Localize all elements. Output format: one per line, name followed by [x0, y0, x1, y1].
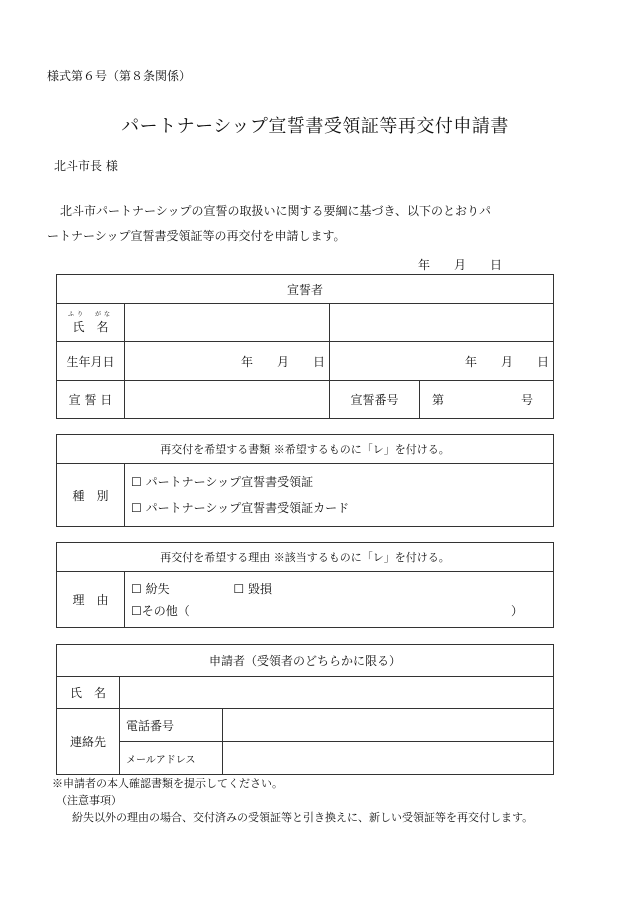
document-type-header: 再交付を希望する書類 ※希望するものに「レ」を付ける。	[57, 435, 554, 464]
oath-table-header: 宣誓者	[57, 275, 554, 304]
partner1-birth-field[interactable]: 年 月 日	[125, 342, 330, 380]
oath-date-field[interactable]	[125, 380, 330, 418]
page-title: パートナーシップ宣誓書受領証等再交付申請書	[121, 116, 509, 137]
phone-field[interactable]	[223, 709, 554, 742]
oath-number-label: 宣誓番号	[330, 380, 420, 418]
reason-header: 再交付を希望する理由 ※該当するものに「レ」を付ける。	[57, 543, 554, 572]
intro-line-2: ートナーシップ宣誓書受領証等の再交付を申請します。	[47, 229, 346, 243]
phone-label: 電話番号	[120, 709, 223, 742]
reason-table	[56, 542, 554, 628]
reason-other-checkbox[interactable]: ☐その他（	[131, 603, 190, 618]
reason-damaged-checkbox[interactable]: ☐ 毀損	[233, 581, 272, 596]
reason-lost-checkbox[interactable]: ☐ 紛失	[131, 581, 170, 596]
oath-date-label: 宣 誓 日	[57, 380, 125, 418]
birth-label: 生年月日	[57, 342, 125, 380]
applicant-header: 申請者（受領者のどちらかに限る）	[57, 645, 554, 677]
date-line: 年 月 日	[418, 258, 503, 272]
note-body: 紛失以外の理由の場合、交付済みの受領証等と引き換えに、新しい受領証等を再交付します。	[72, 811, 534, 824]
oath-number-suffix: 号	[520, 392, 533, 407]
note-id: ※申請者の本人確認書類を提示してください。	[52, 777, 283, 790]
intro-line-1: 北斗市パートナーシップの宣誓の取扱いに関する要綱に基づき、以下のとおりパ	[60, 204, 492, 218]
email-field[interactable]	[223, 742, 554, 775]
document-type-label: 種 別	[57, 464, 125, 527]
reason-other-close: ）	[510, 603, 523, 618]
applicant-table	[56, 644, 554, 775]
form-number: 様式第６号（第８条関係）	[47, 69, 192, 83]
name-ruby: ふり がな	[67, 310, 113, 318]
oath-number-field[interactable]	[420, 380, 554, 418]
reason-label: 理 由	[57, 572, 125, 628]
contact-label: 連絡先	[57, 709, 120, 775]
oath-table	[56, 274, 554, 419]
option-certificate-checkbox[interactable]: ☐ パートナーシップ宣誓書受領証	[131, 475, 314, 489]
applicant-name-field[interactable]	[120, 677, 554, 709]
partner2-name-field[interactable]	[330, 304, 554, 342]
oath-number-prefix: 第	[432, 392, 445, 407]
applicant-name-label: 氏 名	[57, 677, 120, 709]
document-type-table	[56, 434, 554, 527]
name-label-cell	[57, 304, 125, 342]
addressee: 北斗市長 様	[54, 159, 118, 173]
note-title: （注意事項）	[56, 794, 122, 807]
partner1-name-field[interactable]	[125, 304, 330, 342]
partner2-birth-field[interactable]: 年 月 日	[330, 342, 554, 380]
name-label: 氏 名	[72, 319, 109, 334]
email-label: メールアドレス	[120, 742, 223, 775]
option-card-checkbox[interactable]: ☐ パートナーシップ宣誓書受領証カード	[131, 501, 350, 515]
